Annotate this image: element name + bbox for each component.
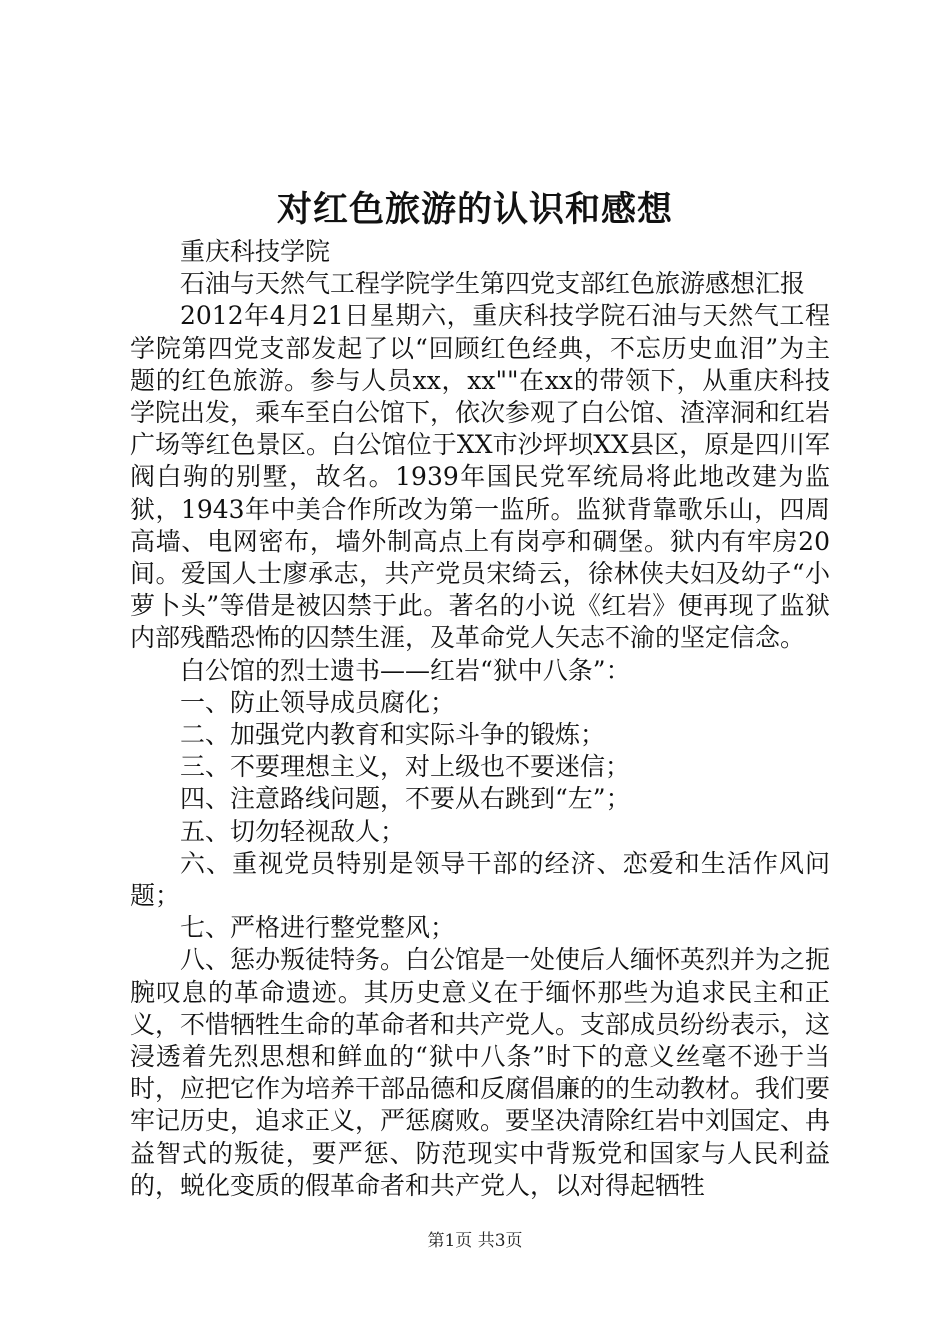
page-footer: 第1页 共3页 [427,1231,523,1251]
body-paragraph: 石油与天然气工程学院学生第四党支部红色旅游感想汇报 [180,269,806,299]
document-title: 对红色旅游的认识和感想 [276,189,673,230]
list-item: 二、加强党内教育和实际斗争的锻炼； [180,720,606,750]
list-item: 三、不要理想主义，对上级也不要迷信； [180,752,631,782]
document-body [130,236,830,1202]
body-paragraph: 重庆科技学院 [180,237,331,266]
body-paragraph: 2012年4月21日星期六，重庆科技学院石油与天然气工程学院第四党支部发起了以“回顾红色经典，不忘历史血泪”为主题的红色旅游。参与人员xx，xx""在xx的带领下，从重庆科技学院出发，乘车至白公馆下，依次参观了白公馆、渣滓洞和红岩广场等红色景区。白公馆位于XX市沙坪坝XX县区，原是四川军阀白驹的别墅，故名。1939年国民党军统局将此地改建为监狱，1943年中美合作所改为第一监所。监狱背靠歌乐山，四周高墙、电网密布，墙外制高点上有岗亭和碉堡。狱内有牢房20间。爱国人士廖承志，共产党员宋绮云，徐林侠夫妇及幼子“小萝卜头”等借是被囚禁于此。著名的小说《红岩》便再现了监狱内部残酷恐怖的囚禁生涯，及革命党人矢志不渝的坚定信念。 [130,301,831,653]
body-paragraph: 白公馆的烈士遗书——红岩“狱中八条”： [180,655,631,685]
list-item: 五、切勿轻视敌人； [180,816,406,846]
list-item: 四、注意路线问题，不要从右跳到“左”； [180,784,631,814]
list-item: 六、重视党员特别是领导干部的经济、恋爱和生活作风问题； [130,848,830,911]
list-item: 一、防止领导成员腐化； [180,687,456,717]
list-item: 八、惩办叛徒特务。白公馆是一处使后人缅怀英烈并为之扼腕叹息的革命遗迹。其历史意义在于缅怀那些为追求民主和正义，不惜牺牲生命的革命者和共产党人。支部成员纷纷表示，这浸透着先烈思想和鲜血的“狱中八条”时下的意义丝毫不逊于当时，应把它作为培养干部品德和反腐倡廉的的生动教材。我们要牢记历史，追求正义，严惩腐败。要坚决清除红岩中刘国定、冉益智式的叛徒，要严惩、防范现实中背叛党和国家与人民利益的，蜕化变质的假革命者和共产党人，以对得起牺牲 [130,945,831,1200]
list-item: 七、严格进行整党整风； [180,913,456,943]
